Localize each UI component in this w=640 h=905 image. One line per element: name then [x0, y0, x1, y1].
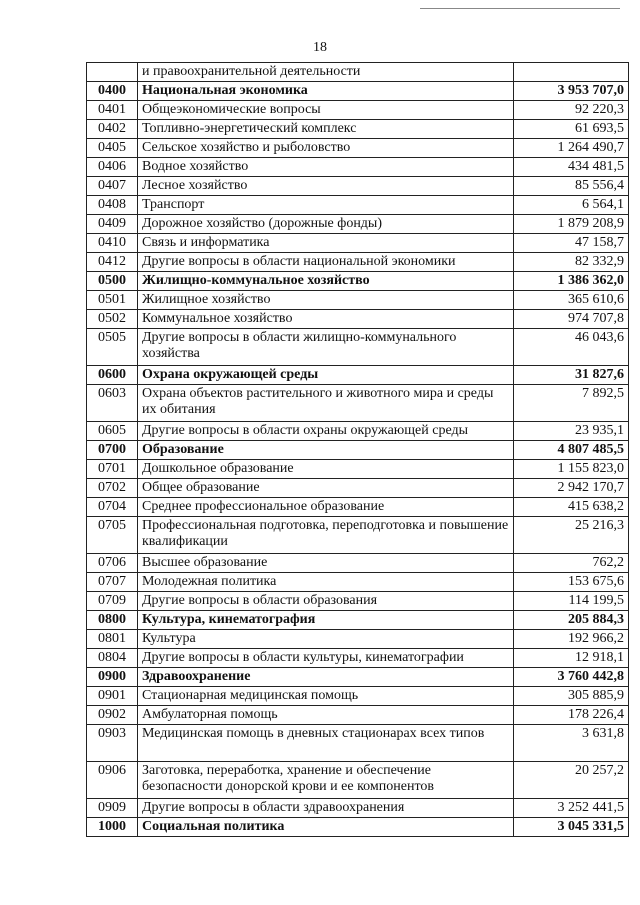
- row-name: Водное хозяйство: [138, 158, 514, 177]
- row-name: Топливно-энергетический комплекс: [138, 120, 514, 139]
- table-row: [87, 234, 629, 253]
- budget-table: [86, 62, 629, 837]
- section-row: [87, 366, 629, 385]
- row-code: 0700: [87, 441, 138, 460]
- section-row: [87, 611, 629, 630]
- row-amount: 3 252 441,5: [514, 799, 629, 818]
- row-name: Здравоохранение: [138, 668, 514, 687]
- row-name: Образование: [138, 441, 514, 460]
- row-name: Заготовка, переработка, хранение и обеспечение безопасности донорской крови и ее компонентов: [138, 762, 514, 799]
- row-amount: 153 675,6: [514, 573, 629, 592]
- row-name: Медицинская помощь в дневных стационарах всех типов: [138, 725, 514, 762]
- row-amount: 114 199,5: [514, 592, 629, 611]
- table-row: [87, 573, 629, 592]
- row-amount: 23 935,1: [514, 422, 629, 441]
- row-amount: 974 707,8: [514, 310, 629, 329]
- row-name: Транспорт: [138, 196, 514, 215]
- table-row: [87, 725, 629, 762]
- row-name: Культура, кинематография: [138, 611, 514, 630]
- row-name: Коммунальное хозяйство: [138, 310, 514, 329]
- row-code: 0704: [87, 498, 138, 517]
- table-row: [87, 706, 629, 725]
- row-name: Другие вопросы в области культуры, кинематографии: [138, 649, 514, 668]
- row-code: 0801: [87, 630, 138, 649]
- table-row: [87, 63, 629, 82]
- table-row: [87, 310, 629, 329]
- row-name: Общее образование: [138, 479, 514, 498]
- table-row: [87, 329, 629, 366]
- row-amount: 1 264 490,7: [514, 139, 629, 158]
- row-amount: 762,2: [514, 554, 629, 573]
- row-amount: 3 045 331,5: [514, 818, 629, 837]
- row-code: 0603: [87, 385, 138, 422]
- row-name: Культура: [138, 630, 514, 649]
- table-row: [87, 517, 629, 554]
- table-row: [87, 385, 629, 422]
- row-code: 0505: [87, 329, 138, 366]
- row-name: Охрана объектов растительного и животного мира и среды их обитания: [138, 385, 514, 422]
- row-code: 0900: [87, 668, 138, 687]
- row-amount: 3 953 707,0: [514, 82, 629, 101]
- row-name: Другие вопросы в области жилищно-коммунального хозяйства: [138, 329, 514, 366]
- row-code: 1000: [87, 818, 138, 837]
- table-row: [87, 101, 629, 120]
- row-amount: 82 332,9: [514, 253, 629, 272]
- row-amount: 192 966,2: [514, 630, 629, 649]
- row-amount: 61 693,5: [514, 120, 629, 139]
- table-row: [87, 799, 629, 818]
- row-amount: 46 043,6: [514, 329, 629, 366]
- row-name: Стационарная медицинская помощь: [138, 687, 514, 706]
- table-row: [87, 291, 629, 310]
- table-row: [87, 762, 629, 799]
- row-amount: 31 827,6: [514, 366, 629, 385]
- row-code: 0800: [87, 611, 138, 630]
- table-row: [87, 177, 629, 196]
- row-amount: 2 942 170,7: [514, 479, 629, 498]
- row-amount: 3 631,8: [514, 725, 629, 762]
- table-row: [87, 498, 629, 517]
- table-row: [87, 460, 629, 479]
- row-code: 0909: [87, 799, 138, 818]
- row-amount: 4 807 485,5: [514, 441, 629, 460]
- row-code: 0407: [87, 177, 138, 196]
- row-name: Жилищное хозяйство: [138, 291, 514, 310]
- row-code: 0410: [87, 234, 138, 253]
- row-name: Другие вопросы в области здравоохранения: [138, 799, 514, 818]
- row-amount: 47 158,7: [514, 234, 629, 253]
- row-code: 0901: [87, 687, 138, 706]
- row-amount: 6 564,1: [514, 196, 629, 215]
- row-code: 0401: [87, 101, 138, 120]
- row-amount: 434 481,5: [514, 158, 629, 177]
- row-name: Сельское хозяйство и рыболовство: [138, 139, 514, 158]
- row-code: 0600: [87, 366, 138, 385]
- row-amount: 365 610,6: [514, 291, 629, 310]
- row-amount: 1 879 208,9: [514, 215, 629, 234]
- row-code: 0412: [87, 253, 138, 272]
- row-name: Профессиональная подготовка, переподготовка и повышение квалификации: [138, 517, 514, 554]
- table-row: [87, 422, 629, 441]
- table-row: [87, 196, 629, 215]
- row-name: и правоохранительной деятельности: [138, 63, 514, 82]
- section-row: [87, 82, 629, 101]
- table-row: [87, 253, 629, 272]
- row-amount: 92 220,3: [514, 101, 629, 120]
- row-name: Другие вопросы в области национальной экономики: [138, 253, 514, 272]
- table-row: [87, 158, 629, 177]
- table-row: [87, 554, 629, 573]
- row-amount: 85 556,4: [514, 177, 629, 196]
- table-row: [87, 630, 629, 649]
- row-name: Другие вопросы в области образования: [138, 592, 514, 611]
- row-name: Национальная экономика: [138, 82, 514, 101]
- row-code: 0500: [87, 272, 138, 291]
- table-row: [87, 479, 629, 498]
- row-code: 0705: [87, 517, 138, 554]
- row-code: 0706: [87, 554, 138, 573]
- row-amount: 20 257,2: [514, 762, 629, 799]
- row-code: 0707: [87, 573, 138, 592]
- row-code: 0409: [87, 215, 138, 234]
- row-name: Высшее образование: [138, 554, 514, 573]
- row-code: 0502: [87, 310, 138, 329]
- row-code: 0406: [87, 158, 138, 177]
- row-amount: 1 386 362,0: [514, 272, 629, 291]
- row-name: Дошкольное образование: [138, 460, 514, 479]
- row-code: [87, 63, 138, 82]
- table-row: [87, 649, 629, 668]
- table-row: [87, 592, 629, 611]
- section-row: [87, 441, 629, 460]
- row-name: Лесное хозяйство: [138, 177, 514, 196]
- row-amount: 178 226,4: [514, 706, 629, 725]
- row-amount: 3 760 442,8: [514, 668, 629, 687]
- row-name: Социальная политика: [138, 818, 514, 837]
- row-code: 0903: [87, 725, 138, 762]
- row-amount: 205 884,3: [514, 611, 629, 630]
- row-amount: 25 216,3: [514, 517, 629, 554]
- row-name: Среднее профессиональное образование: [138, 498, 514, 517]
- section-row: [87, 668, 629, 687]
- row-code: 0702: [87, 479, 138, 498]
- budget-table-body: [87, 63, 629, 837]
- table-row: [87, 687, 629, 706]
- row-name: Охрана окружающей среды: [138, 366, 514, 385]
- row-code: 0605: [87, 422, 138, 441]
- page-number: 18: [313, 40, 327, 55]
- row-code: 0906: [87, 762, 138, 799]
- section-row: [87, 818, 629, 837]
- row-code: 0804: [87, 649, 138, 668]
- row-name: Другие вопросы в области охраны окружающей среды: [138, 422, 514, 441]
- table-row: [87, 215, 629, 234]
- row-code: 0402: [87, 120, 138, 139]
- row-amount: 305 885,9: [514, 687, 629, 706]
- row-amount: 1 155 823,0: [514, 460, 629, 479]
- row-amount: 415 638,2: [514, 498, 629, 517]
- row-amount: 12 918,1: [514, 649, 629, 668]
- table-row: [87, 139, 629, 158]
- row-name: Молодежная политика: [138, 573, 514, 592]
- row-code: 0400: [87, 82, 138, 101]
- row-name: Жилищно-коммунальное хозяйство: [138, 272, 514, 291]
- row-amount: [514, 63, 629, 82]
- row-amount: 7 892,5: [514, 385, 629, 422]
- row-code: 0408: [87, 196, 138, 215]
- row-code: 0405: [87, 139, 138, 158]
- row-code: 0701: [87, 460, 138, 479]
- table-row: [87, 120, 629, 139]
- row-name: Общеэкономические вопросы: [138, 101, 514, 120]
- row-code: 0709: [87, 592, 138, 611]
- row-code: 0501: [87, 291, 138, 310]
- section-row: [87, 272, 629, 291]
- page-top-edge: [420, 8, 620, 9]
- row-code: 0902: [87, 706, 138, 725]
- row-name: Дорожное хозяйство (дорожные фонды): [138, 215, 514, 234]
- row-name: Связь и информатика: [138, 234, 514, 253]
- row-name: Амбулаторная помощь: [138, 706, 514, 725]
